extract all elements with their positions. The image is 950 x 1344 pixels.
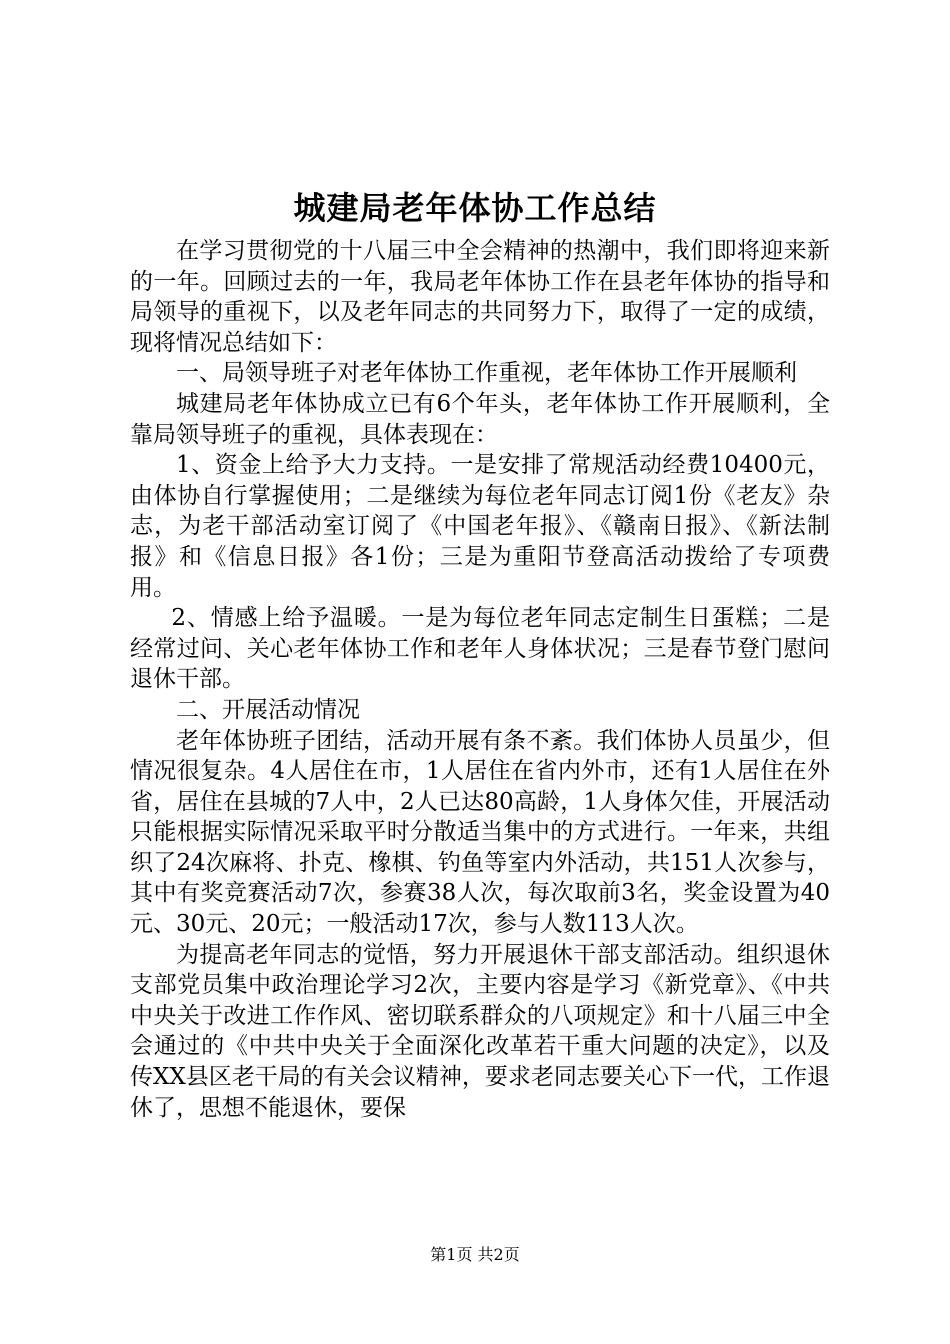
document-title: 城建局老年体协工作总结 — [293, 189, 657, 227]
heading-section-1: 一、局领导班子对老年体协工作重视，老年体协工作开展顺利 — [176, 360, 797, 387]
heading-section-2: 二、开展活动情况 — [176, 696, 360, 723]
paragraph-party-study: 为提高老年同志的觉悟，努力开展退休干部支部活动。组织退休支部党员集中政治理论学习2次，主要内容是学习《新党章》、《中共中央关于改进工作作风、密切联系群众的八项规定》和十八届三中全会通过的《中共中央关于全面深化改革若干重大问题的决定》，以及传XX县区老干局的有关会议精神，要求老同志要关心下一代，工作退休了，思想不能退休，要保 — [130, 941, 830, 1121]
paragraph-section-1-intro: 城建局老年体协成立已有6个年头，老年体协工作开展顺利，全靠局领导班子的重视，具体表现在： — [130, 390, 830, 448]
paragraph-funding-support: 1、资金上给予大力支持。一是安排了常规活动经费10400元，由体协自行掌握使用；二是继续为每位老年同志订阅1份《老友》杂志，为老干部活动室订阅了《中国老年报》、《赣南日报》、《新法制报》和《信息日报》各1份；三是为重阳节登高活动拨给了专项费用。 — [130, 452, 830, 601]
page-number-footer: 第1页 共2页 — [430, 1245, 520, 1264]
paragraph-intro: 在学习贯彻党的十八届三中全会精神的热潮中，我们即将迎来新的一年。回顾过去的一年，我局老年体协工作在县老年体协的指导和局领导的重视下，以及老年同志的共同努力下，取得了一定的成绩，现将情况总结如下： — [130, 238, 830, 356]
document-body — [130, 236, 830, 1123]
paragraph-emotional-care: 2、情感上给予温暖。一是为每位老年同志定制生日蛋糕；二是经常过问、关心老年体协工作和老年人身体状况；三是春节登门慰问退休干部。 — [130, 605, 830, 693]
paragraph-activities: 老年体协班子团结，活动开展有条不紊。我们体协人员虽少，但情况很复杂。4人居住在市，1人居住在省内外市，还有1人居住在外省，居住在县城的7人中，2人已达80高龄，1人身体欠佳，开展活动只能根据实际情况采取平时分散适当集中的方式进行。一年来，共组织了24次麻将、扑克、橡棋、钓鱼等室内外活动，共151人次参与，其中有奖竞赛活动7次，参赛38人次，每次取前3名，奖金设置为40元、30元、20元；一般活动17次，参与人数113人次。 — [130, 727, 830, 938]
